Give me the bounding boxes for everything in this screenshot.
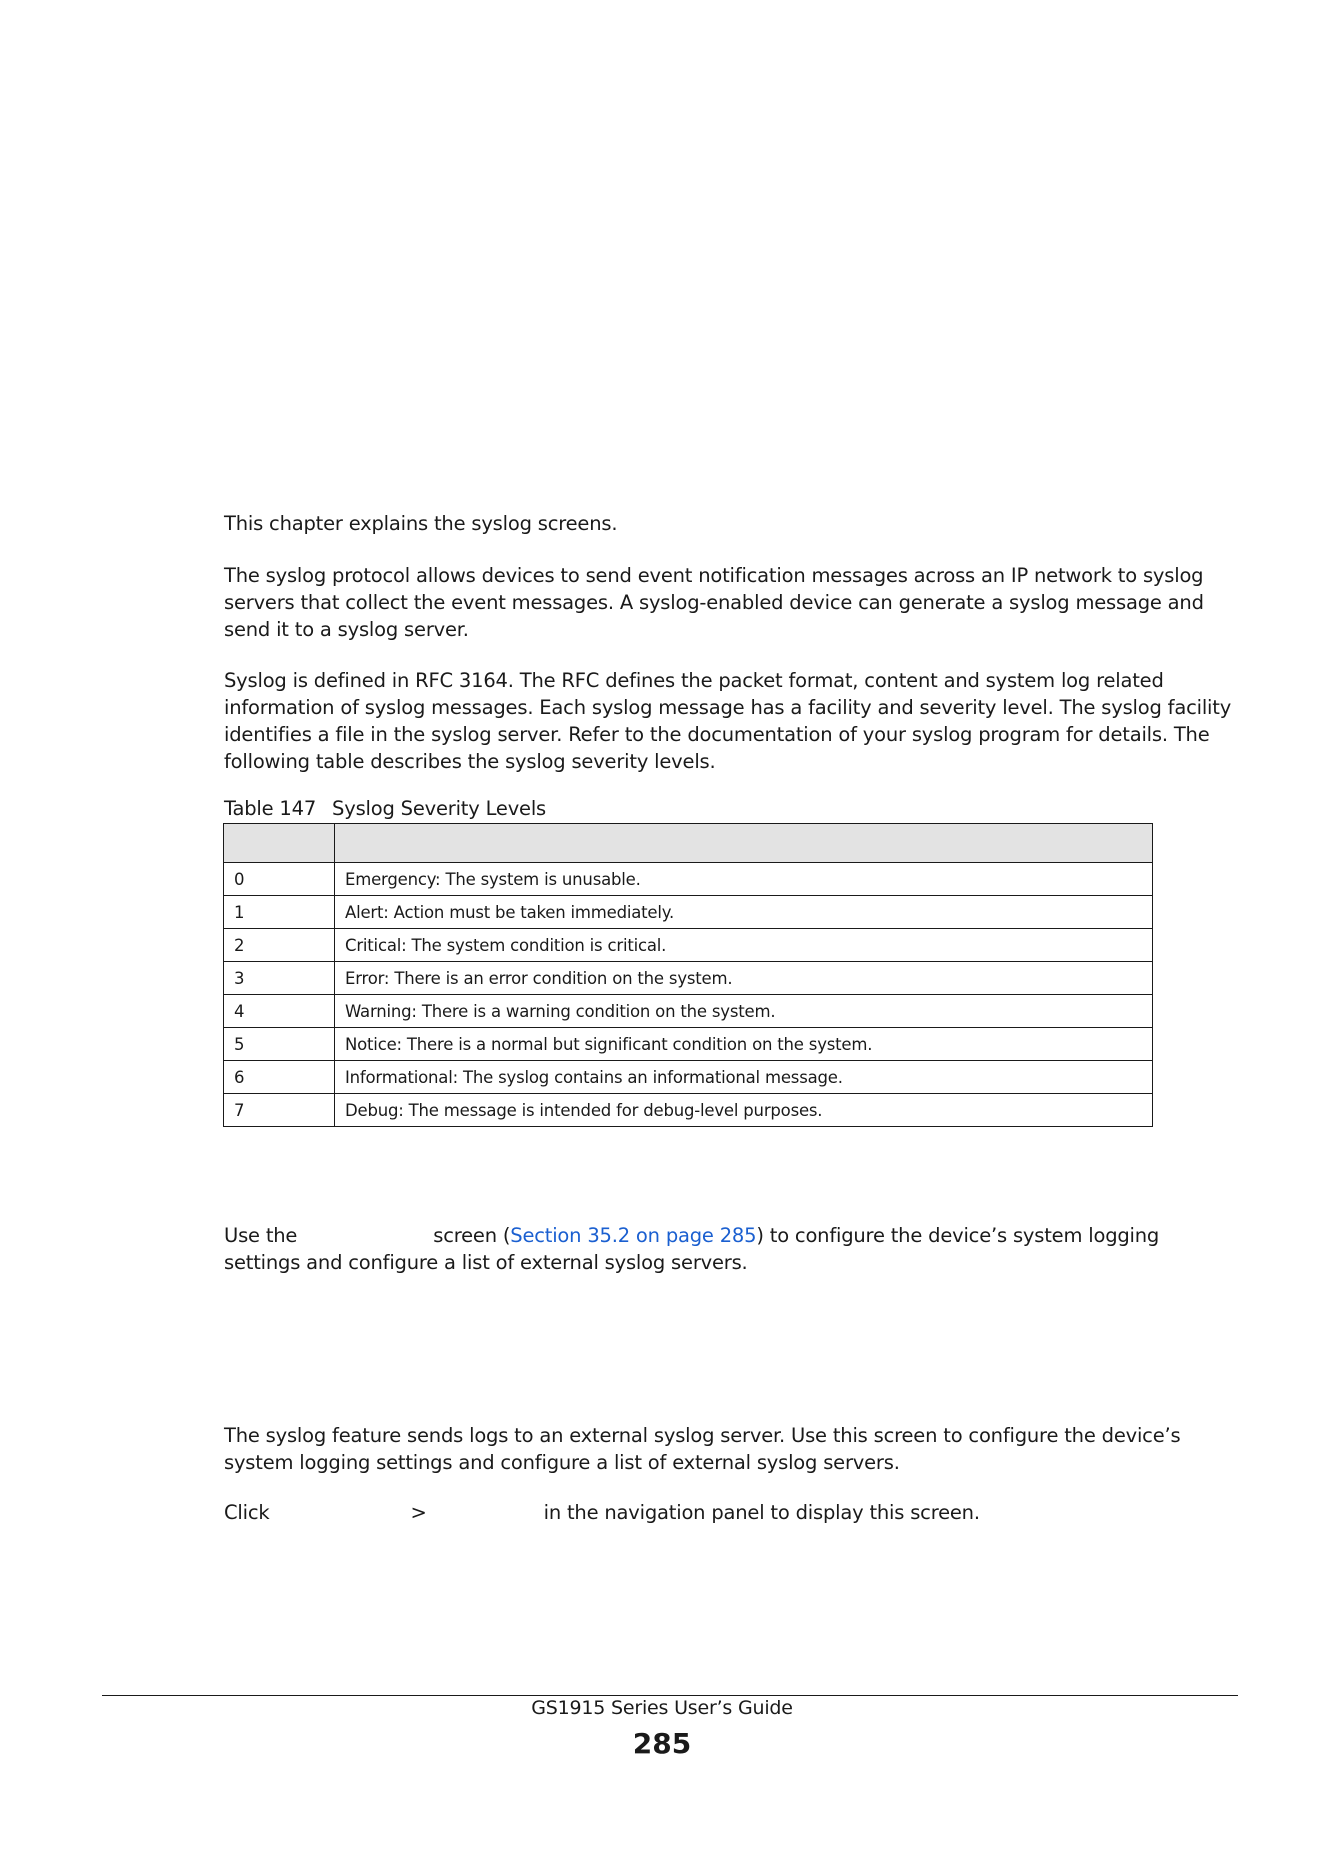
page-number: 285 [632, 1727, 692, 1760]
severity-code: 3 [224, 962, 335, 995]
severity-code: 4 [224, 995, 335, 1028]
table-row [224, 896, 1153, 929]
severity-description: Informational: The syslog contains an informational message. [335, 1061, 1153, 1094]
severity-description: Emergency: The system is unusable. [335, 863, 1153, 896]
use-text-end: ) to configure the device’s system logging settings and configure a list of external syslog servers. [224, 1224, 1160, 1274]
click-text-end: in the navigation panel to display this screen. [543, 1501, 980, 1524]
use-text-start: Use the [224, 1224, 298, 1247]
intro-paragraph: This chapter explains the syslog screens. [224, 512, 618, 535]
severity-table [223, 823, 1153, 1127]
footer-divider [102, 1695, 1238, 1696]
table-row [224, 863, 1153, 896]
table-caption [224, 797, 546, 821]
use-text-screen: screen ( [433, 1224, 511, 1247]
severity-code: 6 [224, 1061, 335, 1094]
feature-paragraph: The syslog feature sends logs to an external syslog server. Use this screen to configure the device’s system logging settings and configure a list of external syslog servers. [224, 1424, 1181, 1474]
table-row [224, 929, 1153, 962]
table-title: Syslog Severity Levels [332, 797, 547, 820]
click-paragraph [224, 1499, 1234, 1526]
severity-description: Warning: There is a warning condition on the system. [335, 995, 1153, 1028]
table-header-row [224, 824, 1153, 863]
severity-code: 7 [224, 1094, 335, 1127]
severity-description: Error: There is an error condition on the system. [335, 962, 1153, 995]
header-description [335, 824, 1153, 863]
footer-guide-title: GS1915 Series User’s Guide [531, 1697, 793, 1719]
severity-code: 5 [224, 1028, 335, 1061]
table-number: Table 147 [224, 797, 317, 820]
severity-code: 0 [224, 863, 335, 896]
severity-description: Alert: Action must be taken immediately. [335, 896, 1153, 929]
table-row [224, 1094, 1153, 1127]
section-link[interactable]: Section 35.2 on page 285 [510, 1224, 757, 1247]
header-code [224, 824, 335, 863]
severity-description: Critical: The system condition is critical. [335, 929, 1153, 962]
menu-separator: > [410, 1501, 427, 1524]
rfc-paragraph: Syslog is defined in RFC 3164. The RFC defines the packet format, content and system log related information of syslog messages. Each syslog message has a facility and severity level. The syslog facility identifies a file in the syslog server. Refer to the documentation of your syslog program for details. The following table describes the syslog severity levels. [224, 669, 1232, 773]
table-row [224, 1028, 1153, 1061]
severity-description: Debug: The message is intended for debug-level purposes. [335, 1094, 1153, 1127]
table-row [224, 962, 1153, 995]
severity-description: Notice: There is a normal but significant condition on the system. [335, 1028, 1153, 1061]
use-paragraph [224, 1222, 1234, 1276]
click-text-start: Click [224, 1501, 270, 1524]
table-row [224, 995, 1153, 1028]
severity-code: 1 [224, 896, 335, 929]
table-row [224, 1061, 1153, 1094]
overview-paragraph: The syslog protocol allows devices to send event notification messages across an IP network to syslog servers that collect the event messages. A syslog-enabled device can generate a syslog message and send it to a syslog server. [224, 564, 1204, 641]
severity-code: 2 [224, 929, 335, 962]
